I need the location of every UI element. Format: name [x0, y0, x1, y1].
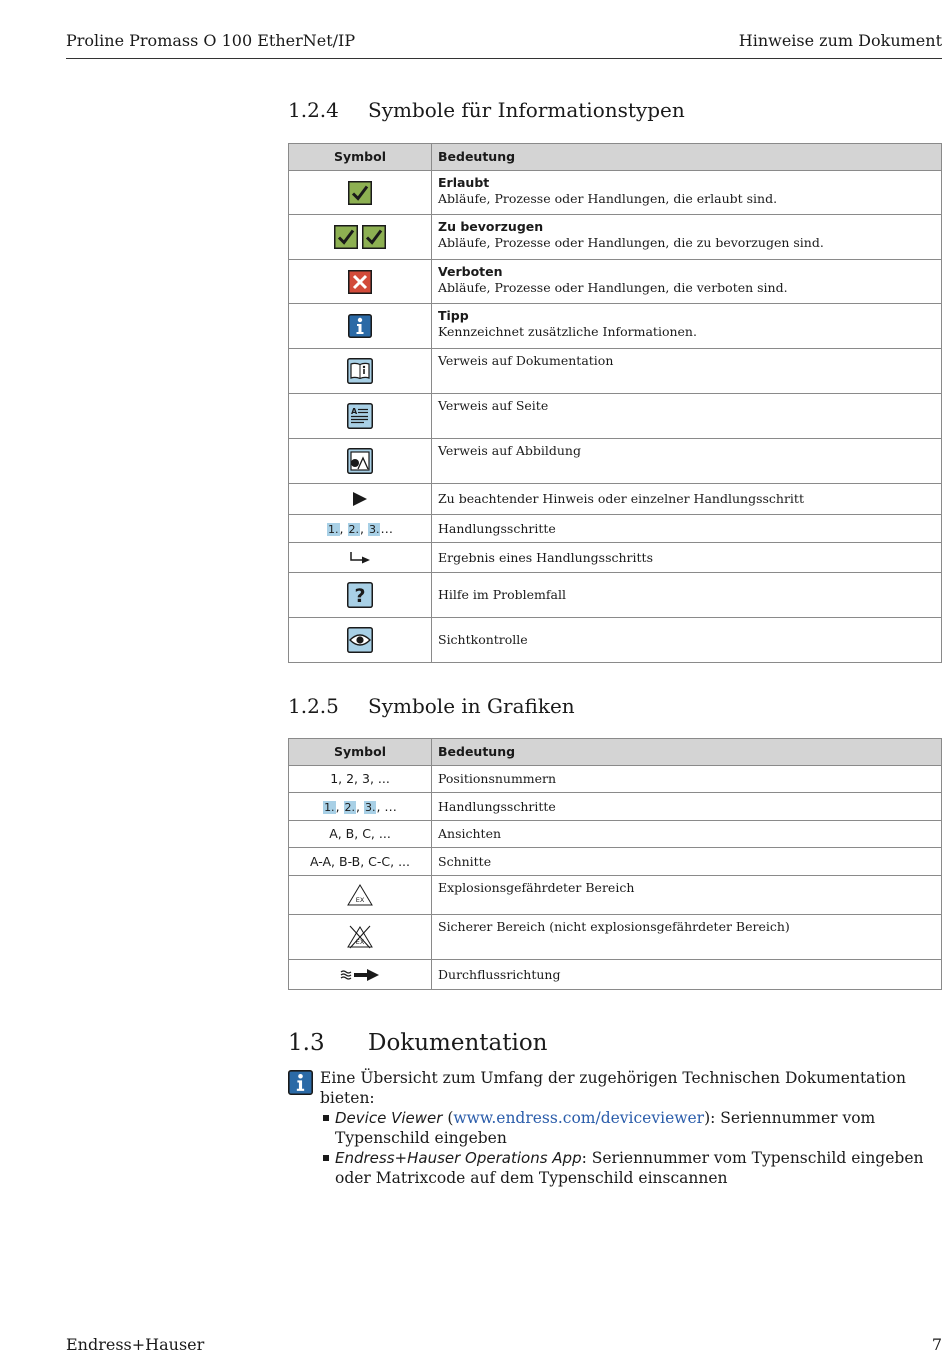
description: Verweis auf Dokumentation: [438, 353, 614, 368]
information-symbols-table: [288, 143, 942, 663]
section-title: Symbole für Informationstypen: [368, 98, 685, 122]
table-row: [289, 821, 942, 848]
table-row: [289, 960, 942, 990]
section-number: 1.2.4: [288, 98, 339, 122]
table-row: [289, 304, 942, 349]
section-number: 1.2.5: [288, 694, 339, 718]
section-heading-1-3: [0, 1030, 950, 1062]
safe-area-icon: [347, 929, 373, 944]
play-triangle-icon: [352, 491, 368, 506]
table-row: [289, 349, 942, 394]
term: Verboten: [438, 264, 503, 279]
description: Abläufe, Prozesse oder Handlungen, die erlaubt sind.: [438, 191, 778, 206]
running-header-left: Proline Promass O 100 EtherNet/IP: [66, 31, 356, 50]
device-viewer-link[interactable]: www.endress.com/deviceviewer: [453, 1109, 705, 1127]
col-meaning: Bedeutung: [432, 144, 942, 171]
help-icon: [347, 585, 373, 607]
table-row: [289, 793, 942, 821]
footer-brand: Endress+Hauser: [66, 1335, 205, 1354]
check-icon: [348, 184, 372, 199]
section-title: Dokumentation: [368, 1030, 548, 1056]
table-row: [289, 439, 942, 484]
info-icon: [288, 1070, 313, 1095]
hazardous-area-icon: [347, 887, 373, 902]
description: Abläufe, Prozesse oder Handlungen, die zu bevorzugen sind.: [438, 235, 824, 250]
term: Tipp: [438, 308, 469, 323]
symbol-text: 1, 2, 3, ...: [330, 771, 390, 786]
info-icon: [348, 318, 372, 333]
svg-text:?: ?: [354, 585, 366, 607]
symbol-text: A-A, B-B, C-C, ...: [309, 853, 410, 869]
step-numbers: 1., 2., 3., …: [324, 798, 397, 814]
term: Erlaubt: [438, 175, 490, 190]
term: Zu bevorzugen: [438, 219, 544, 234]
table-row: [289, 618, 942, 663]
table-row: [289, 848, 942, 876]
table-row: [289, 215, 942, 260]
description: Schnitte: [438, 853, 492, 869]
table-row: [289, 260, 942, 304]
graphic-symbols-table: [288, 738, 942, 990]
description: Ergebnis eines Handlungsschritts: [438, 549, 653, 565]
forbidden-icon: [348, 273, 372, 288]
description: Sichtkontrolle: [438, 632, 528, 647]
section-title: Symbole in Grafiken: [368, 694, 575, 718]
graphic-reference-icon: [347, 453, 373, 468]
list-item: Device Viewer (www.endress.com/deviceviewer): Seriennummer vom Typenschild eingeben: [320, 1108, 942, 1148]
table-row: [289, 515, 942, 543]
svg-text:A: A: [351, 407, 358, 416]
running-header-right: Hinweise zum Dokument: [738, 31, 942, 50]
description: Hilfe im Problemfall: [438, 587, 566, 602]
page-number: 7: [931, 1335, 942, 1354]
step-numbers: 1., 2., 3.…: [328, 520, 393, 536]
description: Abläufe, Prozesse oder Handlungen, die verboten sind.: [438, 280, 788, 295]
symbol-text: A, B, C, ...: [329, 826, 391, 841]
description: Handlungsschritte: [438, 798, 556, 814]
documentation-list: [320, 1108, 942, 1188]
description: Zu beachtender Hinweis oder einzelner Handlungsschritt: [438, 491, 804, 506]
documentation-intro: Eine Übersicht zum Umfang der zugehörigen Technischen Dokumentation bieten:: [320, 1069, 906, 1107]
documentation-reference-icon: [347, 363, 373, 378]
description: Verweis auf Abbildung: [438, 443, 581, 458]
header-rule: [66, 58, 942, 59]
description: Durchflussrichtung: [438, 966, 561, 982]
section-heading-1-2-5: [0, 694, 950, 724]
description: Handlungsschritte: [438, 520, 556, 536]
visual-inspection-icon: [347, 632, 373, 647]
flow-direction-icon: [340, 967, 380, 982]
description: Kennzeichnet zusätzliche Informationen.: [438, 324, 697, 339]
col-symbol: Symbol: [289, 144, 432, 171]
table-row: [289, 543, 942, 573]
table-row: [289, 573, 942, 618]
svg-text:EX: EX: [355, 896, 365, 904]
description: Explosionsgefährdeter Bereich: [438, 880, 635, 895]
table-header-row: [289, 144, 942, 171]
result-arrow-icon: [349, 550, 371, 565]
app-name: Device Viewer: [335, 1109, 443, 1127]
table-header-row: [289, 739, 942, 766]
table-row: [289, 766, 942, 793]
table-row: [289, 876, 942, 915]
list-item: Endress+Hauser Operations App: Seriennummer vom Typenschild eingeben oder Matrixcode auf dem Typenschild einscannen: [320, 1148, 942, 1188]
section-number: 1.3: [288, 1030, 325, 1056]
description: Sicherer Bereich (nicht explosionsgefährdeter Bereich): [438, 919, 790, 934]
svg-text:EX: EX: [355, 938, 365, 946]
col-symbol: Symbol: [289, 739, 432, 766]
page-reference-icon: [347, 408, 373, 423]
description: Ansichten: [438, 826, 502, 841]
app-name: Endress+Hauser Operations App: [335, 1149, 582, 1167]
section-heading-1-2-4: [0, 98, 950, 128]
table-row: [289, 915, 942, 960]
double-check-icon: [334, 229, 386, 244]
table-row: [289, 394, 942, 439]
documentation-text: [320, 1068, 942, 1188]
description: Verweis auf Seite: [438, 398, 549, 413]
description: Positionsnummern: [438, 771, 557, 786]
table-row: [289, 171, 942, 215]
table-row: [289, 484, 942, 515]
col-meaning: Bedeutung: [432, 739, 942, 766]
